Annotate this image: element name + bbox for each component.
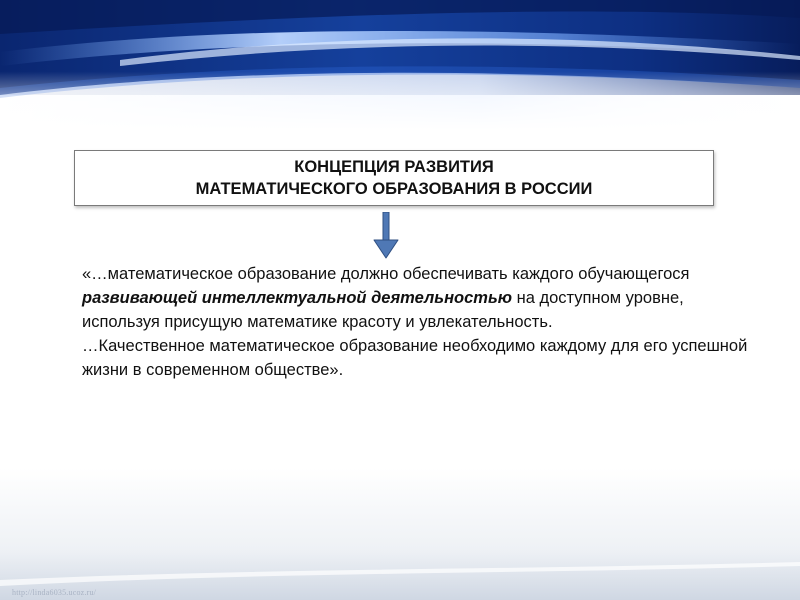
title-box <box>74 150 714 206</box>
down-arrow-icon <box>372 212 400 260</box>
quote-paragraph-2: …Качественное математическое образование необходимо каждому для его успешной жизни в современном обществе». <box>82 337 748 379</box>
footer-url: http://linda6035.ucoz.ru/ <box>12 588 97 597</box>
quote-paragraph-1 <box>82 262 762 334</box>
title-line-1: КОНЦЕПЦИЯ РАЗВИТИЯ <box>294 158 494 176</box>
quote-part-1: «…математическое образование должно обеспечивать каждого обучающегося <box>82 265 690 283</box>
quote-part-2: на доступном уровне, используя присущую математике красоту и увлекательность. <box>82 289 684 331</box>
quote-emphasis: развивающей интеллектуальной деятельностью <box>82 289 513 307</box>
footer-decoration <box>0 540 800 600</box>
header-decoration <box>0 0 800 130</box>
title-line-2: МАТЕМАТИЧЕСКОГО ОБРАЗОВАНИЯ В РОССИИ <box>195 180 593 198</box>
quote-text <box>82 262 762 382</box>
